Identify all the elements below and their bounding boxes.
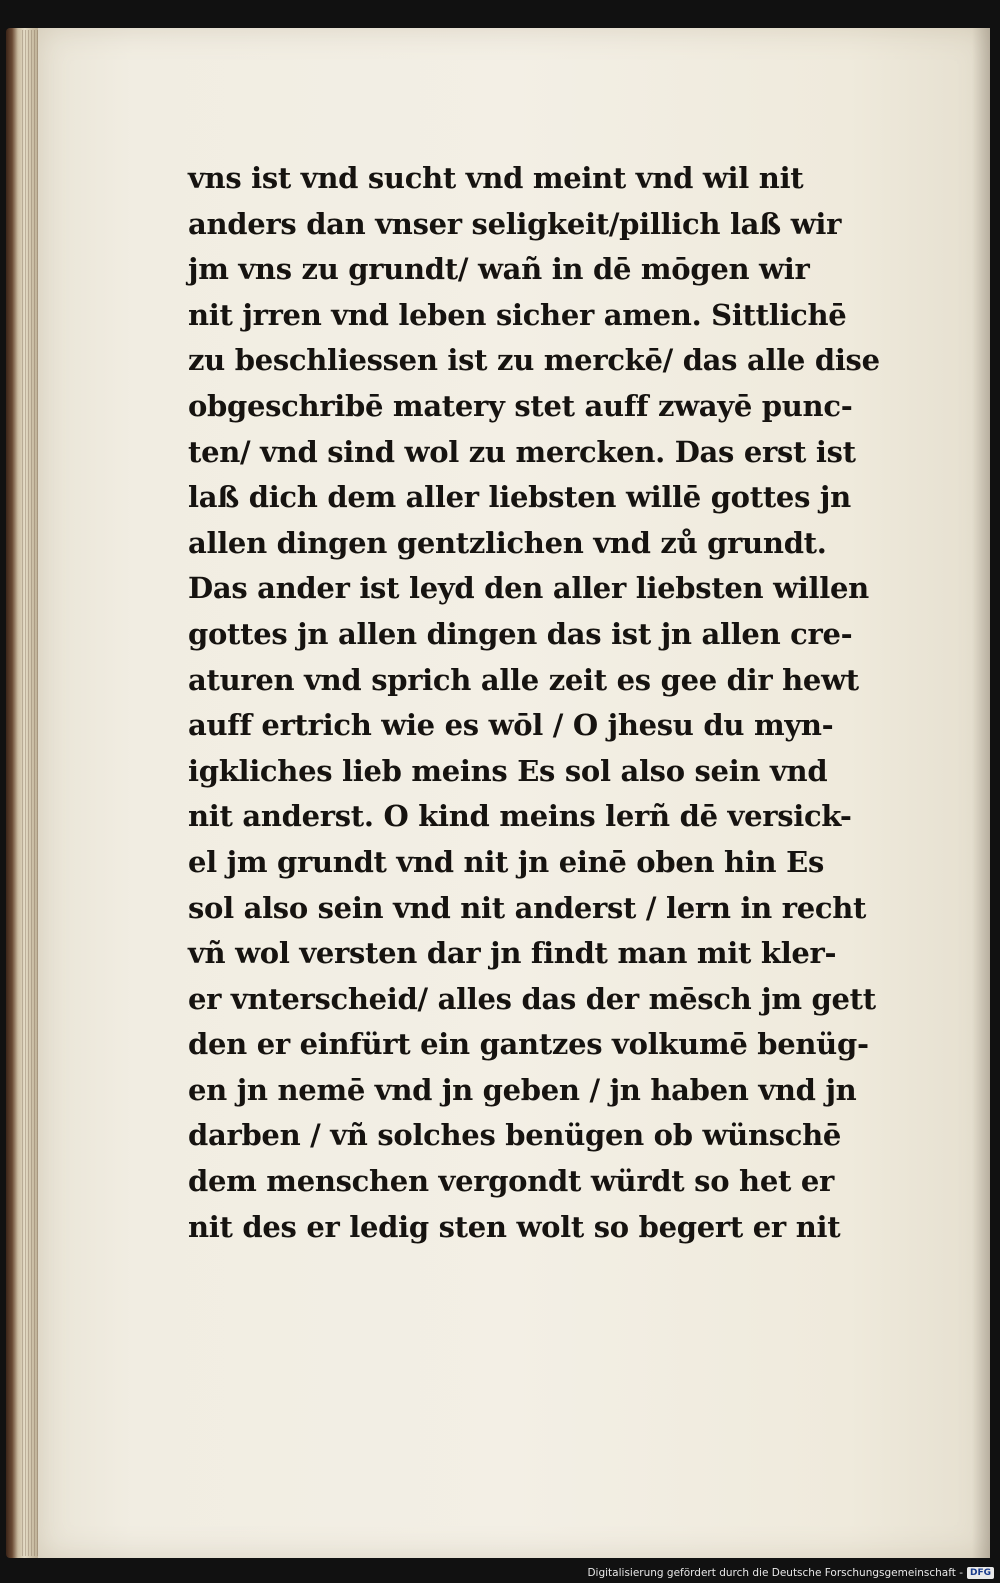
text-line: darben / vñ solches benügen ob wünschē	[188, 1118, 842, 1153]
paper-page	[38, 28, 990, 1558]
text-line: gottes jn allen dingen das ist jn allen cre-	[188, 616, 853, 651]
printed-text-block	[188, 156, 938, 1250]
dfg-logo-icon: DFG	[967, 1567, 994, 1579]
text-line: er vnterscheid/ alles das der mēsch jm gett	[188, 981, 876, 1016]
credit-text: Digitalisierung gefördert durch die Deutsche Forschungsgemeinschaft -	[587, 1567, 963, 1579]
text-line: el jm grundt vnd nit jn einē oben hin Es	[188, 844, 824, 879]
text-line: sol also sein vnd nit anderst / lern in recht	[188, 890, 867, 925]
text-line: vns ist vnd sucht vnd meint vnd wil nit	[188, 161, 804, 195]
text-line: vñ wol versten dar jn findt man mit kler-	[188, 936, 837, 971]
text-line: Das ander ist leyd den aller liebsten willen	[188, 571, 869, 606]
text-line: anders dan vnser seligkeit/pillich laß wir	[188, 206, 842, 241]
text-line: dem menschen vergondt würdt so het er	[188, 1164, 835, 1199]
text-line: laß dich dem aller liebsten willē gottes jn	[188, 480, 851, 515]
text-line: jm vns zu grundt/ wañ in dē mōgen wir	[188, 252, 810, 287]
text-line: den er einfürt ein gantzes volkumē benüg-	[188, 1027, 869, 1062]
text-line: igkliches lieb meins Es sol also sein vnd	[188, 753, 828, 788]
text-line: auff ertrich wie es wōl / O jhesu du myn-	[188, 708, 834, 743]
text-line: zu beschliessen ist zu merckē/ das alle dise	[188, 343, 880, 378]
text-line: nit jrren vnd leben sicher amen. Sittlichē	[188, 297, 847, 332]
text-line: aturen vnd sprich alle zeit es gee dir hewt	[188, 662, 859, 697]
digitization-credit	[587, 1565, 994, 1581]
text-line: nit anderst. O kind meins lerñ dē versick-	[188, 799, 852, 834]
text-line: obgeschribē matery stet auff zwayē punc-	[188, 388, 853, 423]
text-line: en jn nemē vnd jn geben / jn haben vnd jn	[188, 1072, 857, 1107]
text-line: ten/ vnd sind wol zu mercken. Das erst ist	[188, 434, 856, 469]
text-line: nit des er ledig sten wolt so begert er nit	[188, 1209, 841, 1244]
page-shadow	[972, 28, 990, 1558]
text-line: allen dingen gentzlichen vnd zů grundt.	[188, 525, 827, 560]
